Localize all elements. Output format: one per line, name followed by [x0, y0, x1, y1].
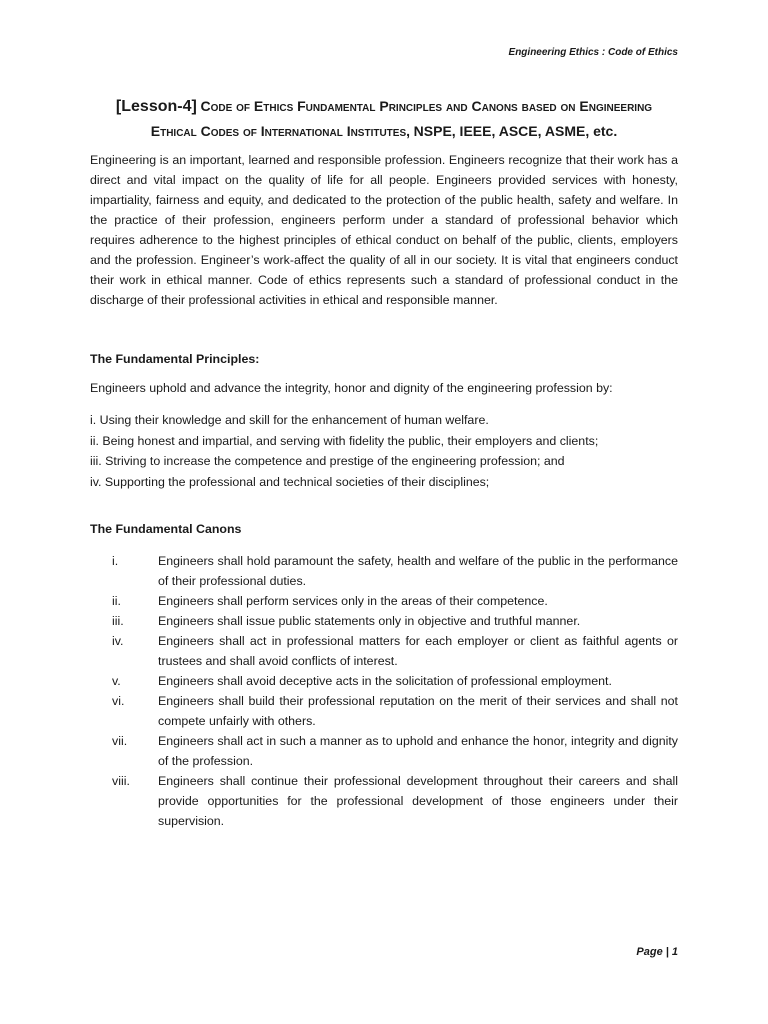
principle-item: iv. Supporting the professional and technical societies of their disciplines; — [90, 474, 490, 489]
principle-item: iii. Striving to increase the competence and prestige of the engineering profession; and — [90, 454, 565, 468]
canon-item — [90, 691, 678, 731]
title-line-1-text: Code of Ethics Fundamental Principles and Canons based on Engineering — [200, 98, 653, 114]
canon-number: iv. — [112, 634, 124, 648]
canon-number: v. — [112, 674, 121, 688]
canon-text: Engineers shall continue their professional development throughout their careers and shall provide opportunities for the professional development of those engineers under their supervision. — [158, 774, 678, 828]
title-organizations: NSPE, IEEE, ASCE, ASME, etc. — [413, 123, 618, 139]
title-line-2 — [90, 119, 678, 144]
canon-text: Engineers shall avoid deceptive acts in the solicitation of professional employment. — [158, 674, 612, 688]
canon-text: Engineers shall act in professional matters for each employer or client as faithful agents or trustees and shall avoid conflicts of interest. — [158, 634, 678, 668]
canon-text: Engineers shall issue public statements only in objective and truthful manner. — [158, 614, 581, 628]
principles-heading: The Fundamental Principles: — [90, 352, 260, 366]
principle-item: i. Using their knowledge and skill for the enhancement of human welfare. — [90, 413, 489, 427]
canon-item — [90, 611, 678, 631]
canon-number: viii. — [112, 774, 130, 788]
canon-number: i. — [112, 554, 119, 568]
canon-item — [90, 591, 678, 611]
canons-list — [90, 551, 678, 831]
canon-item — [90, 731, 678, 771]
title-line-1 — [90, 94, 678, 119]
running-header: Engineering Ethics : Code of Ethics — [508, 47, 678, 58]
title-line-2-text: Ethical Codes of International Institutes, — [150, 123, 411, 139]
canon-item — [90, 671, 678, 691]
canon-item — [90, 631, 678, 671]
canon-number: vii. — [112, 734, 128, 748]
lesson-title — [90, 94, 678, 144]
lesson-number: [Lesson-4] — [115, 98, 197, 115]
principle-item: ii. Being honest and impartial, and serving with fidelity the public, their employers and clients; — [90, 433, 599, 448]
canon-text: Engineers shall act in such a manner as to uphold and enhance the honor, integrity and dignity of the profession. — [158, 734, 678, 768]
canons-heading: The Fundamental Canons — [90, 522, 242, 536]
intro-paragraph: Engineering is an important, learned and responsible profession. Engineers recognize that their work has a direct and vital impact on the quality of life for all people. Engineers provided services with honesty, impartiality, fairness and equity, and dedicated to the protection of the public health, safety and welfare. In the practice of their profession, engineers perform under a standard of professional behavior which requires adherence to the highest principles of ethical conduct on behalf of the public, clients, employers and the profession. Engineer’s work-affect the quality of all in our society. It is vital that engineers conduct their work in ethical manner. Code of ethics represents such a standard of professional conduct in the discharge of their professional activities in ethical and responsible manner. — [90, 153, 678, 307]
canon-item — [90, 551, 678, 591]
canon-number: vi. — [112, 694, 125, 708]
canon-text: Engineers shall hold paramount the safety, health and welfare of the public in the performance of their professional duties. — [158, 554, 678, 588]
page-number: Page | 1 — [636, 946, 678, 958]
canon-text: Engineers shall build their professional reputation on the merit of their services and shall not compete unfairly with others. — [158, 694, 678, 728]
principles-list — [90, 410, 690, 492]
canon-item — [90, 771, 678, 831]
canon-number: ii. — [112, 594, 121, 608]
principles-lead: Engineers uphold and advance the integrity, honor and dignity of the engineering profession by: — [90, 381, 613, 395]
canon-number: iii. — [112, 614, 124, 628]
canon-text: Engineers shall perform services only in the areas of their competence. — [158, 594, 548, 608]
